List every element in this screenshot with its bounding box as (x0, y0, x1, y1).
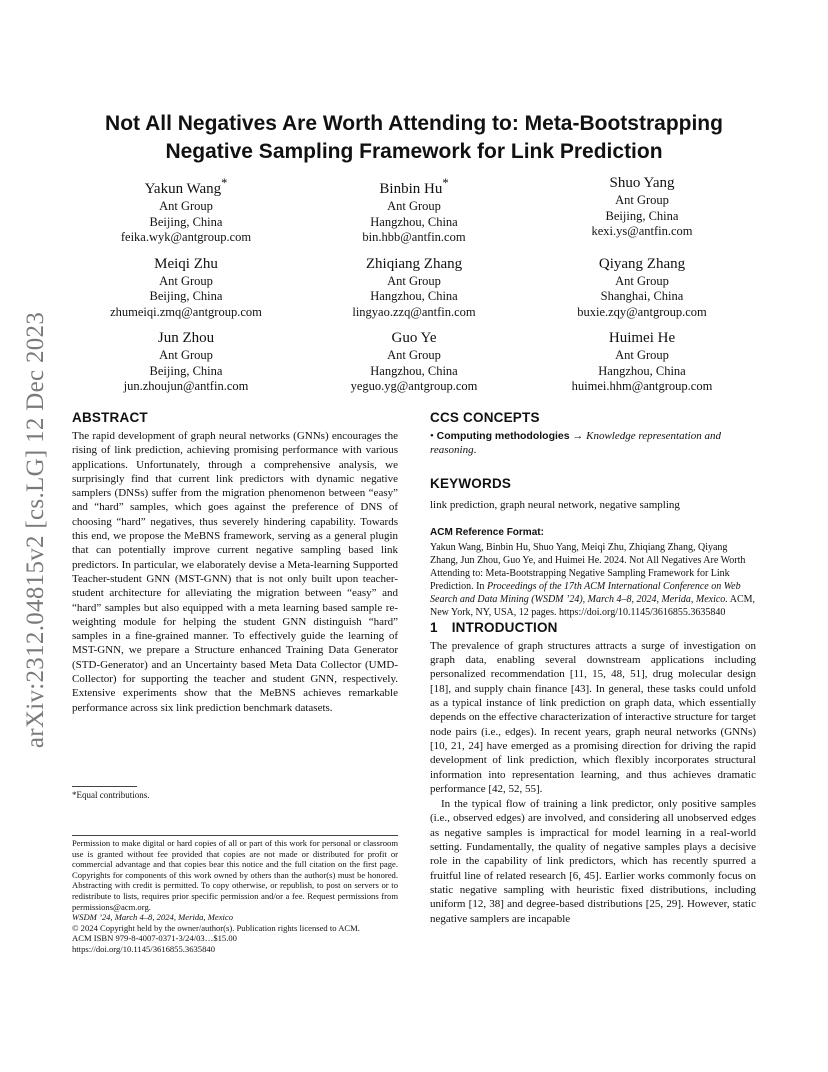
equal-contribution-mark: * (442, 176, 449, 190)
author-name-line (72, 174, 300, 199)
author-name: Zhiqiang Zhang (365, 255, 463, 272)
reference-publisher: ACM, New York, NY, USA, 12 pages. https://doi.org/10.1145/3616855.3635840 (430, 593, 756, 618)
ccs-end: . (473, 444, 477, 457)
author-name-line (72, 329, 300, 348)
reference-authors: Yakun Wang, Binbin Hu, Shuo Yang, Meiqi Zhu, Zhiqiang Zhang, Qiyang Zhang, Jun Zhou, Guo Ye, and Huimei He. 2024. Not All Negatives Are Worth Attending to: Meta-Bootstrapping Negative Sampling Framework for Link Prediction. In (430, 541, 746, 592)
author-name-line (528, 174, 756, 193)
author-name: Guo Ye (391, 330, 437, 346)
ccs-concept: Computing methodologies (436, 430, 570, 442)
introduction-heading (430, 619, 756, 636)
author-org: Ant Group (159, 273, 213, 288)
author-email: jun.zhoujun@antfin.com (123, 379, 249, 393)
author-name-line (300, 255, 528, 274)
author-location: Beijing, China (149, 289, 223, 303)
permission-doi: https://doi.org/10.1145/3616855.3635840 (72, 943, 215, 954)
author-org: Ant Group (159, 348, 213, 362)
arxiv-stamp (16, 260, 56, 800)
author-location: Hangzhou, China (370, 214, 458, 229)
reference-format-text (430, 541, 756, 619)
author-location: Hangzhou, China (370, 289, 458, 303)
arxiv-stamp-text: arXiv:2312.04815v2 [cs.LG] 12 Dec 2023 (22, 311, 50, 749)
author-block (72, 174, 756, 395)
introduction-paragraph-2: In the typical flow of training a link predictor, only positive samples (i.e., observed edges) are involved, and considering all unobserved edges as negative samples is impractical for model learning in a real-world setting. Fundamentally, the quality of negative samples plays a decisive role in the capability of link predictors, which has recently spurred a fruitful line of related research [6, 45]. Earlier works commonly focus on static negative sampling with heuristic fixed distributions, including uniform [12, 38] and degree-based distributions [25, 29]. However, static negative samplers are incapable (430, 798, 756, 925)
permission-block (72, 838, 398, 955)
author-name: Yakun Wang (144, 181, 222, 197)
author-email: feika.wyk@antgroup.com (120, 230, 252, 244)
author-name: Shuo Yang (609, 175, 675, 191)
author-name: Huimei He (608, 330, 676, 346)
author-org: Ant Group (615, 348, 669, 362)
author-name: Meiqi Zhu (154, 255, 218, 272)
ccs-concepts (430, 429, 756, 458)
ccs-bullet: • (430, 430, 434, 442)
permission-text: Permission to make digital or hard copies of all or part of this work for personal or classroom use is granted without fee provided that copies are not made or distributed for profit or commercial advantage and that copies bear this notice and the full citation on the first page. Copyrights for components of this work owned by others than the author(s) must be honored. Abstracting with credit is permitted. To copy otherwise, or republish, to post on servers or to redistribute to lists, requires prior specific permission and/or a fee. Request permissions from permissions@acm.org. (72, 838, 398, 912)
ccs-arrow: → (572, 430, 584, 442)
author-card (300, 255, 528, 321)
author-org: Ant Group (615, 193, 669, 207)
footnote: *Equal contributions. (72, 790, 150, 800)
author-location: Beijing, China (605, 208, 679, 223)
permission-copyright: © 2024 Copyright held by the owner/author(s). Publication rights licensed to ACM. (72, 922, 360, 933)
equal-contribution-mark: * (221, 176, 228, 190)
author-card (300, 174, 528, 246)
ccs-heading: CCS CONCEPTS (430, 410, 540, 425)
reference-venue: Proceedings of the 17th ACM International Conference on Web Search and Data Mining (WSDM ’24), March 4–8, 2024, Merida, Mexico. (430, 580, 741, 605)
author-location: Beijing, China (149, 214, 223, 229)
permission-venue: WSDM ’24, March 4–8, 2024, Merida, Mexico (72, 912, 234, 923)
keywords-text: link prediction, graph neural network, negative sampling (430, 498, 680, 511)
abstract-heading: ABSTRACT (72, 410, 148, 425)
author-org: Ant Group (387, 199, 441, 213)
author-location: Beijing, China (149, 363, 223, 378)
permission-rule (72, 835, 398, 836)
author-email: huimei.hhm@antgroup.com (571, 379, 713, 393)
author-card (72, 329, 300, 395)
author-name-line (300, 174, 528, 199)
author-card (72, 255, 300, 321)
author-name: Jun Zhou (157, 330, 215, 346)
permission-isbn: ACM ISBN 979-8-4007-0371-3/24/03…$15.00 (72, 933, 237, 944)
author-email: zhumeiqi.zmq@antgroup.com (110, 304, 262, 319)
author-name-line (528, 329, 756, 348)
introduction-paragraph-1: The prevalence of graph structures attracts a surge of investigation on graph data, enabling several downstream applications including personalized recommendation [11, 15, 48, 51], drug molecular design [18], and supply chain finance [43]. In general, these tasks could unfold as a typical instance of link prediction on graph data, which essentially depends on the effective characterization of interactive structure for target node pairs (i.e., edges). In recent years, graph neural networks (GNNs) [10, 21, 24] have emerged as a promising direction for driving the rapid development of link prediction, which flexibly incorporates structural information into representation learning, and thus achieves dramatic performance [42, 52, 55]. (430, 639, 756, 795)
author-location: Hangzhou, China (370, 363, 458, 378)
author-email: buxie.zqy@antgroup.com (577, 304, 707, 319)
left-column (72, 409, 398, 715)
author-org: Ant Group (159, 199, 213, 213)
author-location: Shanghai, China (600, 289, 684, 303)
author-name: Binbin Hu (379, 181, 443, 197)
author-name-line (300, 329, 528, 348)
keywords-heading: KEYWORDS (430, 475, 512, 491)
author-email: kexi.ys@antfin.com (591, 224, 693, 238)
footnote-rule (72, 786, 137, 787)
author-card (528, 329, 756, 395)
paper-title: Not All Negatives Are Worth Attending to: Meta-Bootstrapping Negative Sampling Framework for Link Prediction (105, 112, 723, 163)
author-org: Ant Group (387, 273, 441, 288)
abstract-text: The rapid development of graph neural networks (GNNs) encourages the rising of link prediction, achieving promising performance with various applications. Unfortunately, through a comprehensive analysis, we surprisingly find that current link predictors with dynamic negative samplers (DNSs) suffer from the migration phenomenon between “easy” and “hard” samples, which goes against the preference of DNS of choosing “hard” negatives, thus severely hindering capability. Towards this end, we propose the MeBNS framework, serving as a general plugin that can potentially improve current negative sampling based link predictors. In particular, we elaborately devise a Meta-learning Supported Teacher-student GNN (MST-GNN) that is not only built upon teacher-student architecture for alleviating the migration between “easy” and “hard” samples but also equipped with a meta learning based sample re-weighting module for helping the student GNN distinguish “hard” samples in a fine-grained manner. To effectively guide the learning of MST-GNN, we prepare a Structure enhanced Training Data Generator (STD-Generator) and an Uncertainty based Meta Data Collector (UMD-Collector) for supporting the teacher and student GNN, respectively. Extensive experiments show that the MeBNS achieves remarkable performance across six link prediction benchmark datasets. (72, 430, 398, 714)
author-email: bin.hbb@antfin.com (362, 230, 466, 244)
author-card (528, 174, 756, 246)
author-email: yeguo.yg@antgroup.com (350, 379, 478, 393)
section-number: 1 (430, 619, 438, 635)
right-column (430, 409, 756, 926)
ccs-subconcept: Knowledge representation and reasoning (430, 430, 721, 457)
author-org: Ant Group (615, 273, 669, 288)
author-email: lingyao.zzq@antfin.com (352, 304, 476, 319)
author-card (300, 329, 528, 395)
section-title: INTRODUCTION (451, 619, 558, 635)
reference-format-heading: ACM Reference Format: (430, 526, 544, 538)
author-location: Hangzhou, China (598, 363, 686, 378)
author-name: Qiyang Zhang (598, 255, 686, 272)
author-card (72, 174, 300, 246)
author-card (528, 255, 756, 321)
author-name-line (528, 255, 756, 274)
author-org: Ant Group (387, 348, 441, 362)
author-name-line (72, 255, 300, 274)
